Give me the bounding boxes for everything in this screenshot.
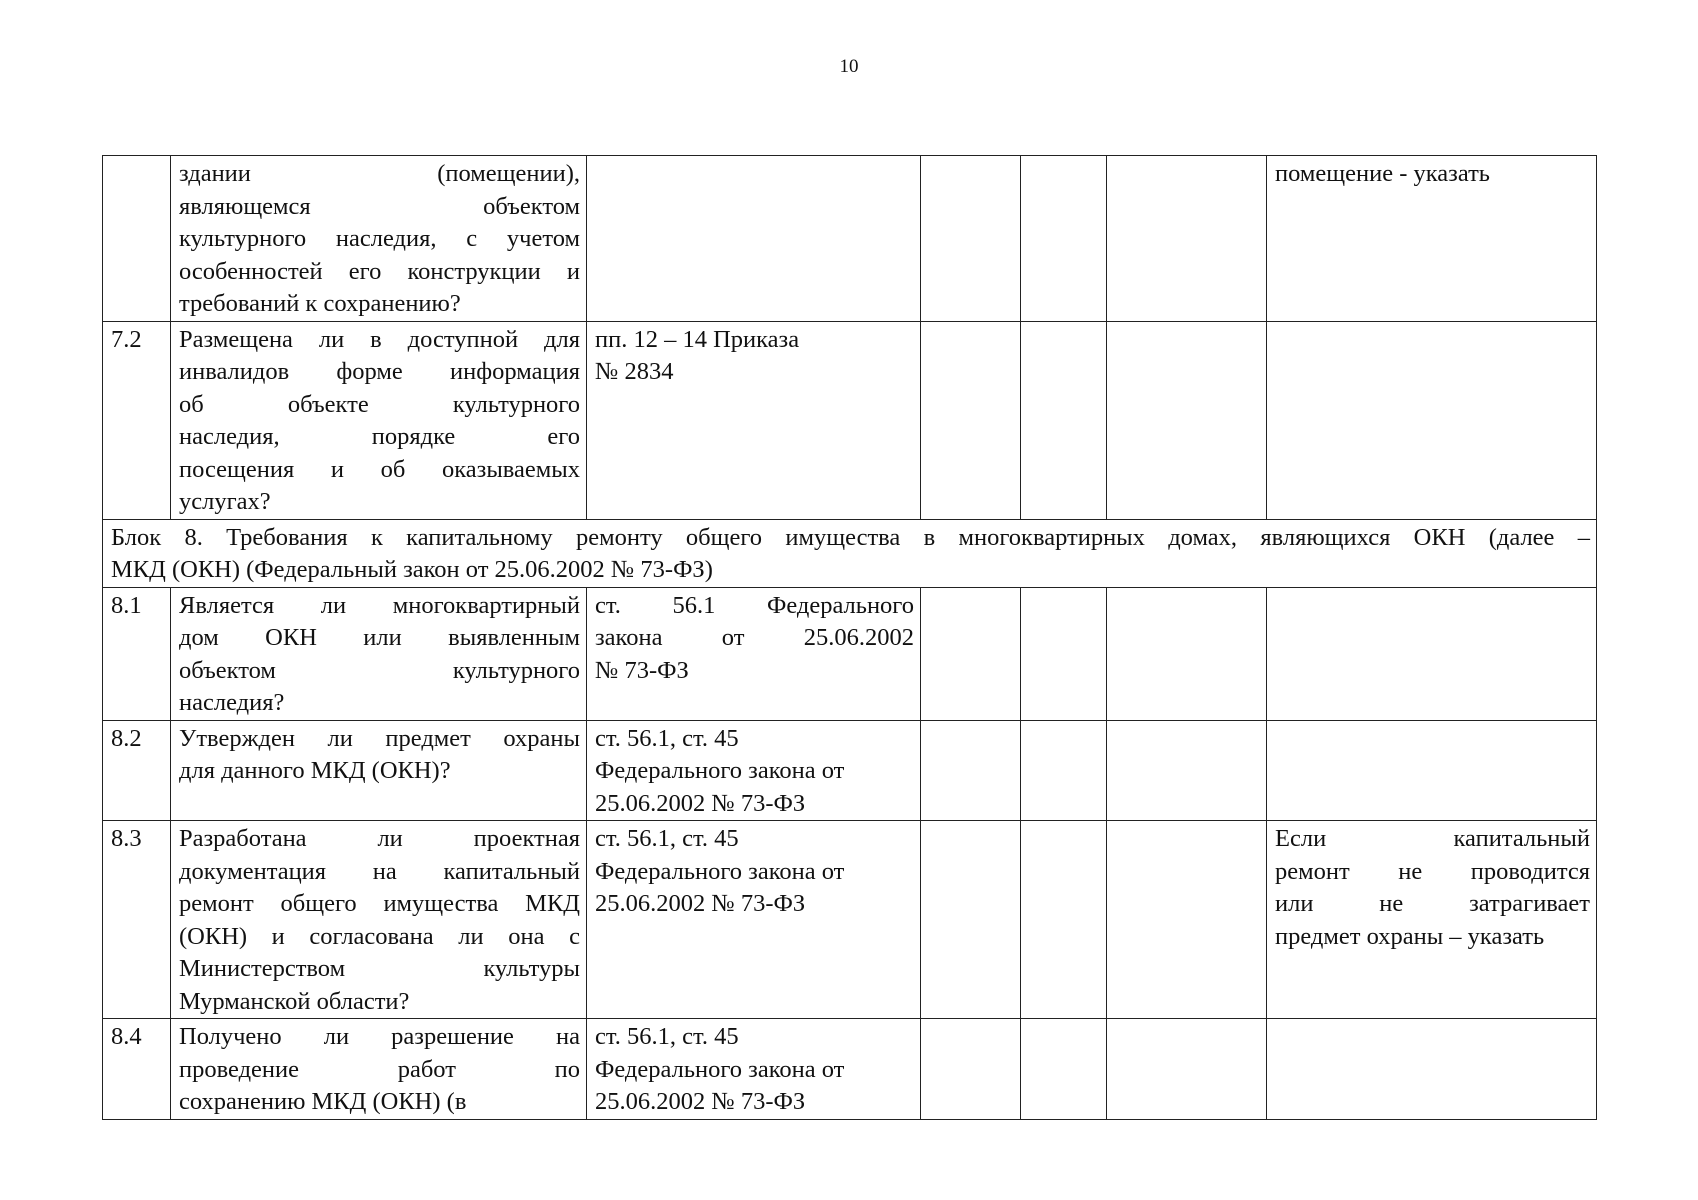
note-cell-line: предмет охраны – указать (1275, 922, 1545, 950)
note-cell (1267, 720, 1597, 821)
answer-no-cell (1021, 821, 1107, 1019)
question-cell-line: инвалидов форме информация (179, 358, 580, 385)
reference-cell (587, 821, 921, 1019)
checklist-table (102, 155, 1597, 1120)
note-cell (1267, 821, 1597, 1019)
answer-yes-cell (921, 321, 1021, 519)
question-cell-line: объектом культурного (179, 656, 580, 684)
reference-cell (587, 720, 921, 821)
question-cell (171, 1019, 587, 1120)
reference-cell-line: № 73-ФЗ (595, 656, 689, 684)
answer-yes-cell (921, 720, 1021, 821)
answer-no-cell (1021, 587, 1107, 720)
reference-cell-line: № 2834 (595, 358, 674, 385)
reference-cell-line: пп. 12 – 14 Приказа (595, 325, 800, 353)
reference-cell (587, 156, 921, 322)
question-cell-line: Является ли многоквартирный (179, 591, 580, 619)
question-cell-line: документация на капитальный (179, 857, 580, 885)
reference-cell (587, 1019, 921, 1120)
block-title (103, 519, 1597, 587)
question-cell (171, 321, 587, 519)
question-cell-line: (ОКН) и согласована ли она с (179, 922, 580, 950)
answer-na-cell (1107, 156, 1267, 322)
question-cell-line: дом ОКН или выявленным (179, 624, 580, 651)
question-cell-line: ремонт общего имущества МКД (179, 890, 580, 917)
reference-cell-line: 25.06.2002 № 73-ФЗ (595, 1088, 806, 1115)
item-number: 8.1 (103, 587, 171, 720)
question-cell (171, 720, 587, 821)
table-row (103, 720, 1597, 821)
question-cell-line: проведение работ по (179, 1055, 580, 1083)
question-cell-line: об объекте культурного (179, 390, 580, 418)
note-cell (1267, 321, 1597, 519)
reference-cell-line: 25.06.2002 № 73-ФЗ (595, 789, 806, 817)
reference-cell-line: Федерального закона от (595, 757, 845, 784)
block-title-line: МКД (ОКН) (Федеральный закон от 25.06.2002 № 73-ФЗ) (111, 556, 713, 583)
table-row (103, 821, 1597, 1019)
question-cell (171, 821, 587, 1019)
answer-yes-cell (921, 821, 1021, 1019)
question-cell-line: Мурманской области? (179, 987, 410, 1015)
item-number: 7.2 (103, 321, 171, 519)
block-title-line: Блок 8. Требования к капитальному ремонту общего имущества в многоквартирных домах, являющихся ОКН (далее – (111, 523, 1590, 551)
question-cell-line: Получено ли разрешение на (179, 1023, 580, 1050)
reference-cell-line: ст. 56.1, ст. 45 (595, 825, 739, 852)
item-number: 8.3 (103, 821, 171, 1019)
question-cell-line: для данного МКД (ОКН)? (179, 757, 451, 784)
question-cell (171, 156, 587, 322)
table-row (103, 321, 1597, 519)
item-number: 8.4 (103, 1019, 171, 1120)
question-cell-line: являющемся объектом (179, 192, 580, 220)
question-cell-line: Министерством культуры (179, 955, 580, 982)
note-cell-line: Если капитальный (1275, 825, 1590, 852)
answer-yes-cell (921, 156, 1021, 322)
note-cell-line: ремонт не проводится (1275, 857, 1590, 885)
note-cell-line: или не затрагивает (1275, 890, 1590, 917)
question-cell-line: Разработана ли проектная (179, 825, 580, 852)
answer-no-cell (1021, 1019, 1107, 1120)
answer-yes-cell (921, 587, 1021, 720)
question-cell-line: посещения и об оказываемых (179, 455, 580, 483)
note-cell (1267, 587, 1597, 720)
note-cell-line: помещение - указать (1275, 160, 1490, 187)
reference-cell-line: закона от 25.06.2002 (595, 624, 914, 651)
question-cell-line: Утвержден ли предмет охраны (179, 724, 580, 752)
reference-cell (587, 587, 921, 720)
note-cell (1267, 1019, 1597, 1120)
item-number (103, 156, 171, 322)
question-cell-line: здании (помещении), (179, 160, 580, 187)
reference-cell-line: ст. 56.1 Федерального (595, 591, 914, 619)
question-cell-line: требований к сохранению? (179, 290, 461, 317)
reference-cell-line: Федерального закона от (595, 857, 845, 885)
question-cell-line: услугах? (179, 488, 271, 515)
table-row (103, 1019, 1597, 1120)
question-cell-line: культурного наследия, с учетом (179, 225, 580, 252)
answer-no-cell (1021, 720, 1107, 821)
question-cell-line: наследия, порядке его (179, 423, 580, 450)
reference-cell-line: Федерального закона от (595, 1055, 845, 1083)
answer-na-cell (1107, 587, 1267, 720)
reference-cell-line: ст. 56.1, ст. 45 (595, 1023, 739, 1050)
answer-na-cell (1107, 821, 1267, 1019)
answer-na-cell (1107, 1019, 1267, 1120)
question-cell-line: особенностей его конструкции и (179, 257, 580, 285)
page-number: 10 (839, 56, 859, 77)
question-cell (171, 587, 587, 720)
item-number: 8.2 (103, 720, 171, 821)
question-cell-line: наследия? (179, 689, 285, 716)
answer-no-cell (1021, 321, 1107, 519)
answer-yes-cell (921, 1019, 1021, 1120)
answer-na-cell (1107, 321, 1267, 519)
answer-na-cell (1107, 720, 1267, 821)
reference-cell-line: 25.06.2002 № 73-ФЗ (595, 890, 806, 917)
note-cell (1267, 156, 1597, 322)
reference-cell-line: ст. 56.1, ст. 45 (595, 724, 739, 752)
reference-cell (587, 321, 921, 519)
table-row (103, 587, 1597, 720)
table-row (103, 156, 1597, 322)
question-cell-line: Размещена ли в доступной для (179, 325, 580, 353)
answer-no-cell (1021, 156, 1107, 322)
block-header-row (103, 519, 1597, 587)
question-cell-line: сохранению МКД (ОКН) (в (179, 1088, 467, 1115)
